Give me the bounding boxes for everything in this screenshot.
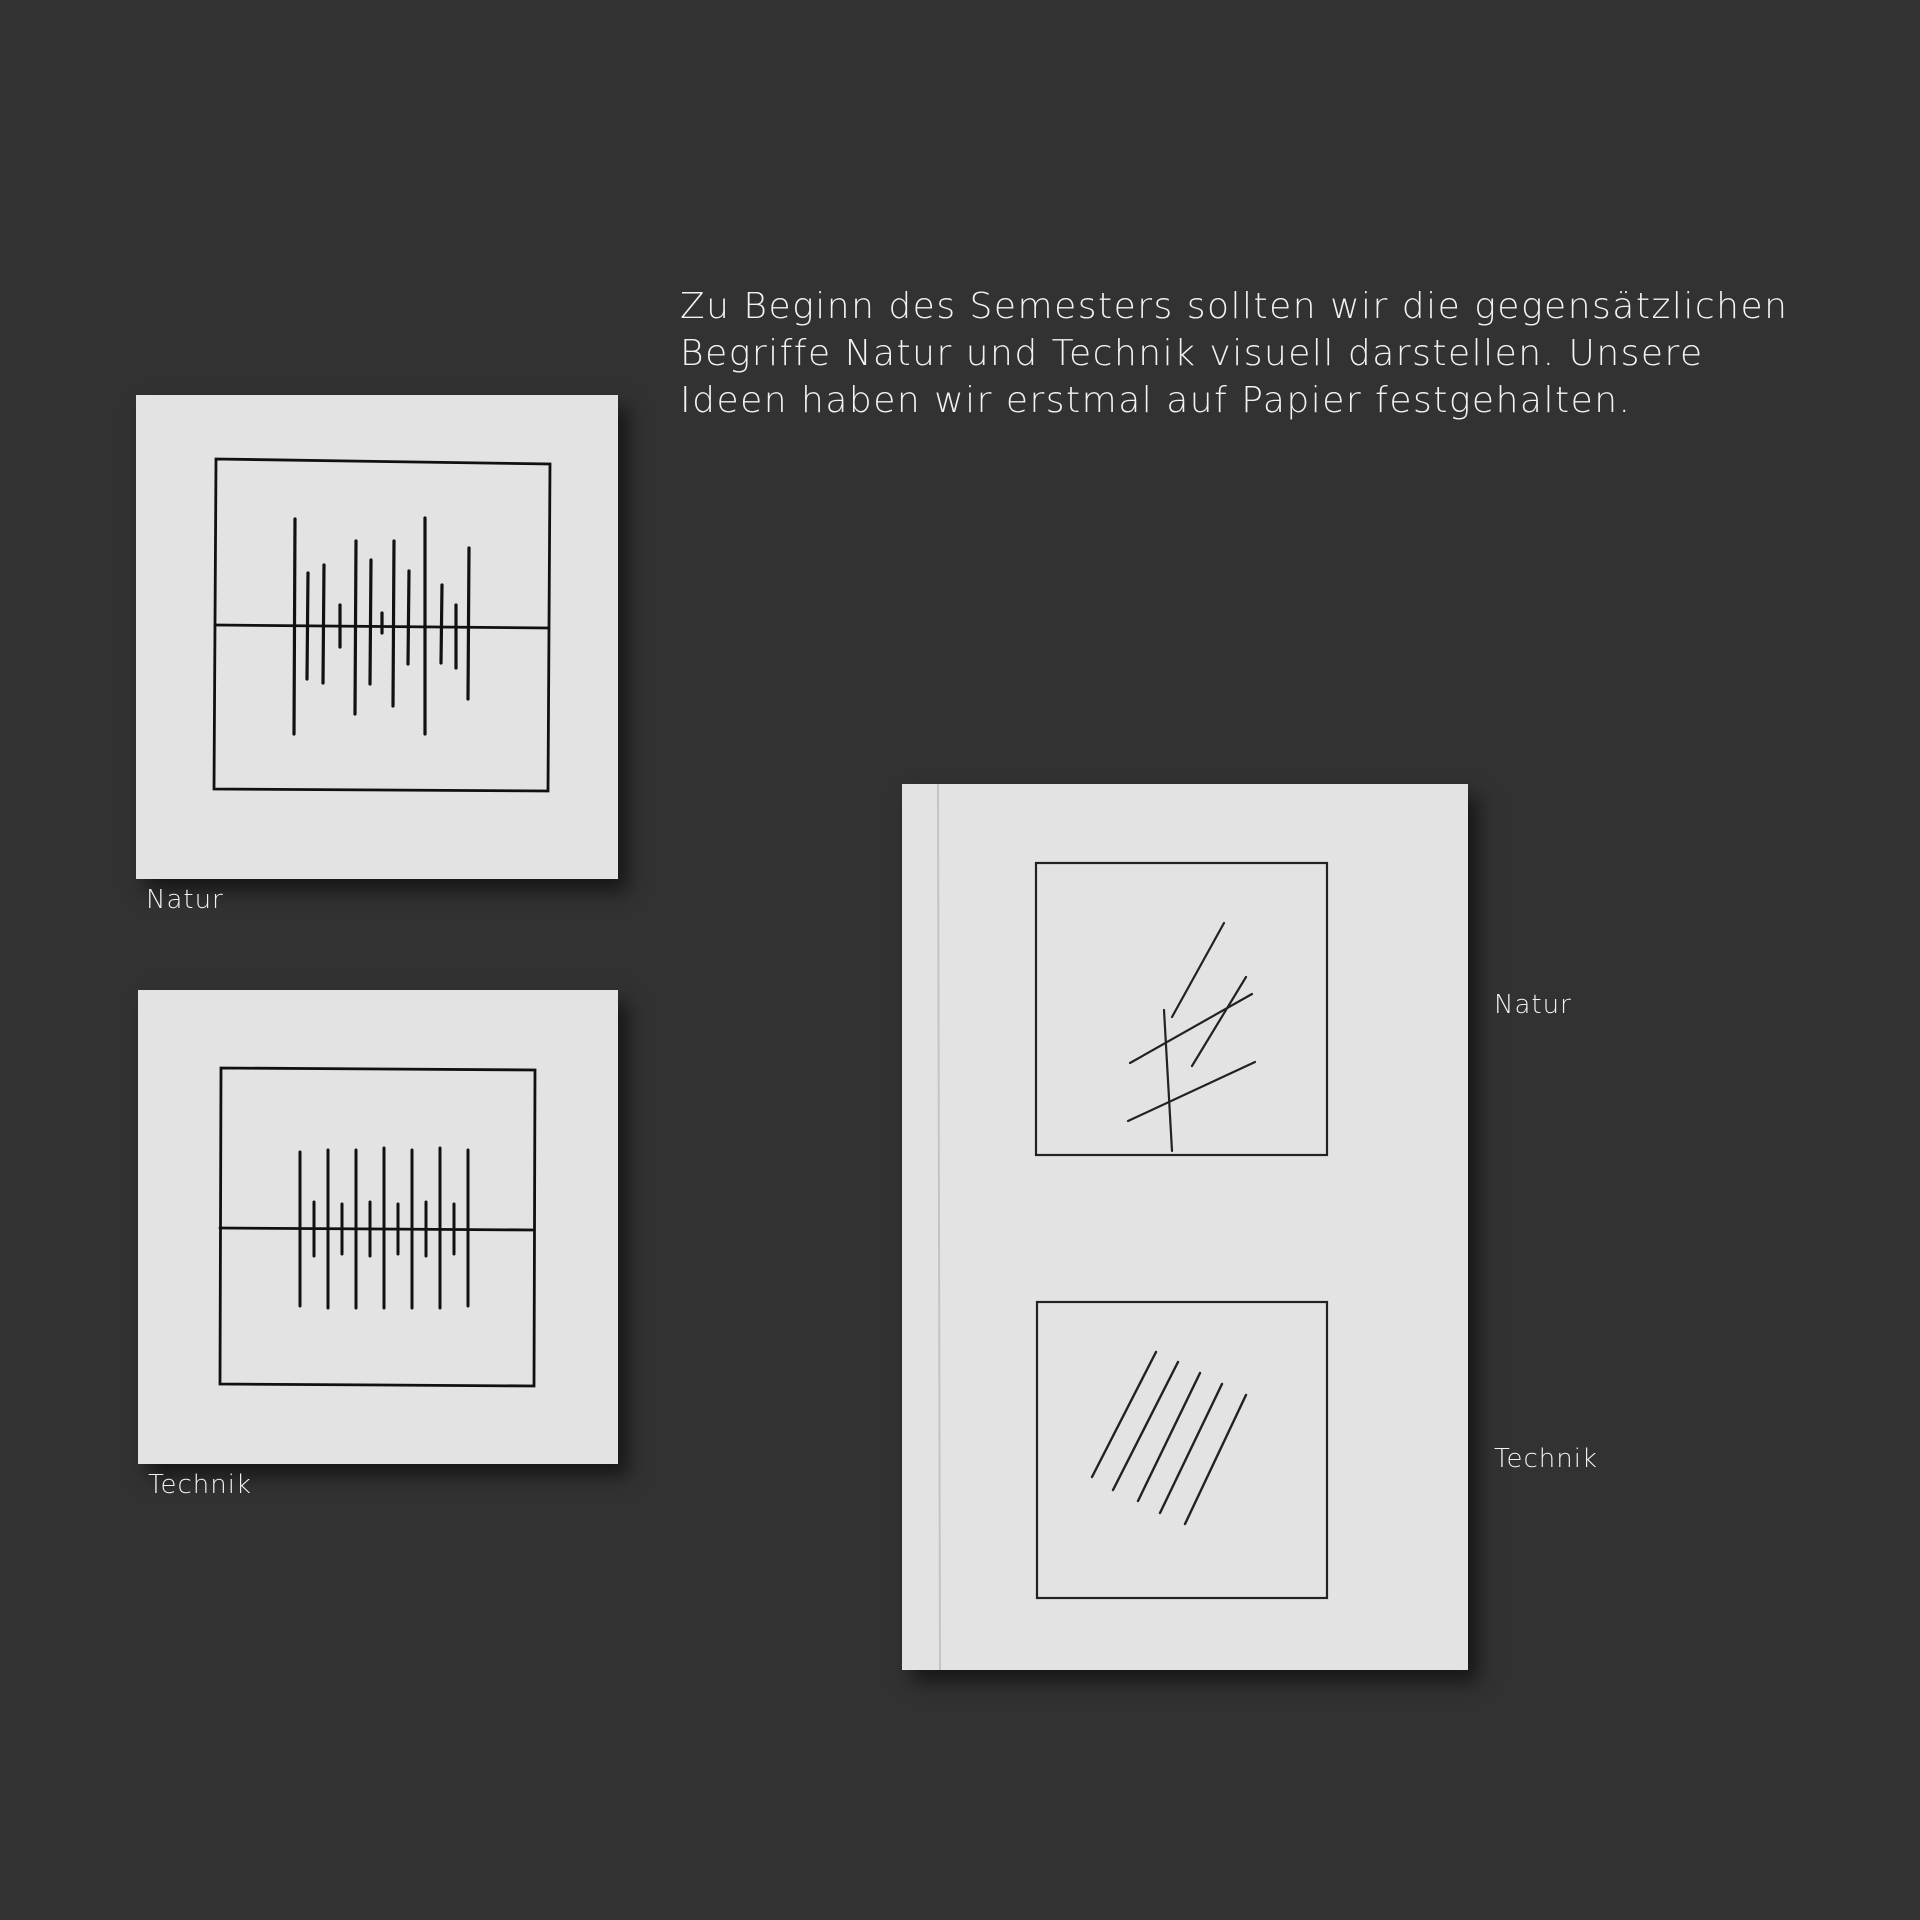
sheet-technik-caption: Technik <box>1494 1444 1598 1474</box>
sheet-technik-lines <box>1092 1352 1246 1524</box>
technik-sketch-card <box>138 990 618 1464</box>
intro-line-2: Begriffe Natur und Technik visuell darstellen. Unsere <box>680 333 1704 374</box>
sheet-natur-caption: Natur <box>1494 990 1572 1020</box>
intro-line-3: Ideen haben wir erstmal auf Papier festgehalten. <box>680 380 1632 421</box>
intro-line-1: Zu Beginn des Semesters sollten wir die gegensätzlichen <box>680 286 1789 327</box>
sheet-natur-lines <box>1128 923 1255 1151</box>
sheet-card <box>902 784 1468 1670</box>
technik-sketch-caption: Technik <box>148 1470 252 1500</box>
natur-sketch-card <box>136 395 618 879</box>
natur-sketch-caption: Natur <box>146 885 224 915</box>
intro-paragraph <box>680 283 1789 424</box>
sheet-natur-frame <box>1036 863 1327 1155</box>
sheet-drawing <box>902 784 1468 1670</box>
technik-axis-line <box>220 1228 534 1230</box>
sheet-fold-line <box>938 784 940 1670</box>
sheet-technik-frame <box>1037 1302 1327 1598</box>
natur-waveform-drawing <box>136 395 618 879</box>
technik-waveform-drawing <box>138 990 618 1464</box>
